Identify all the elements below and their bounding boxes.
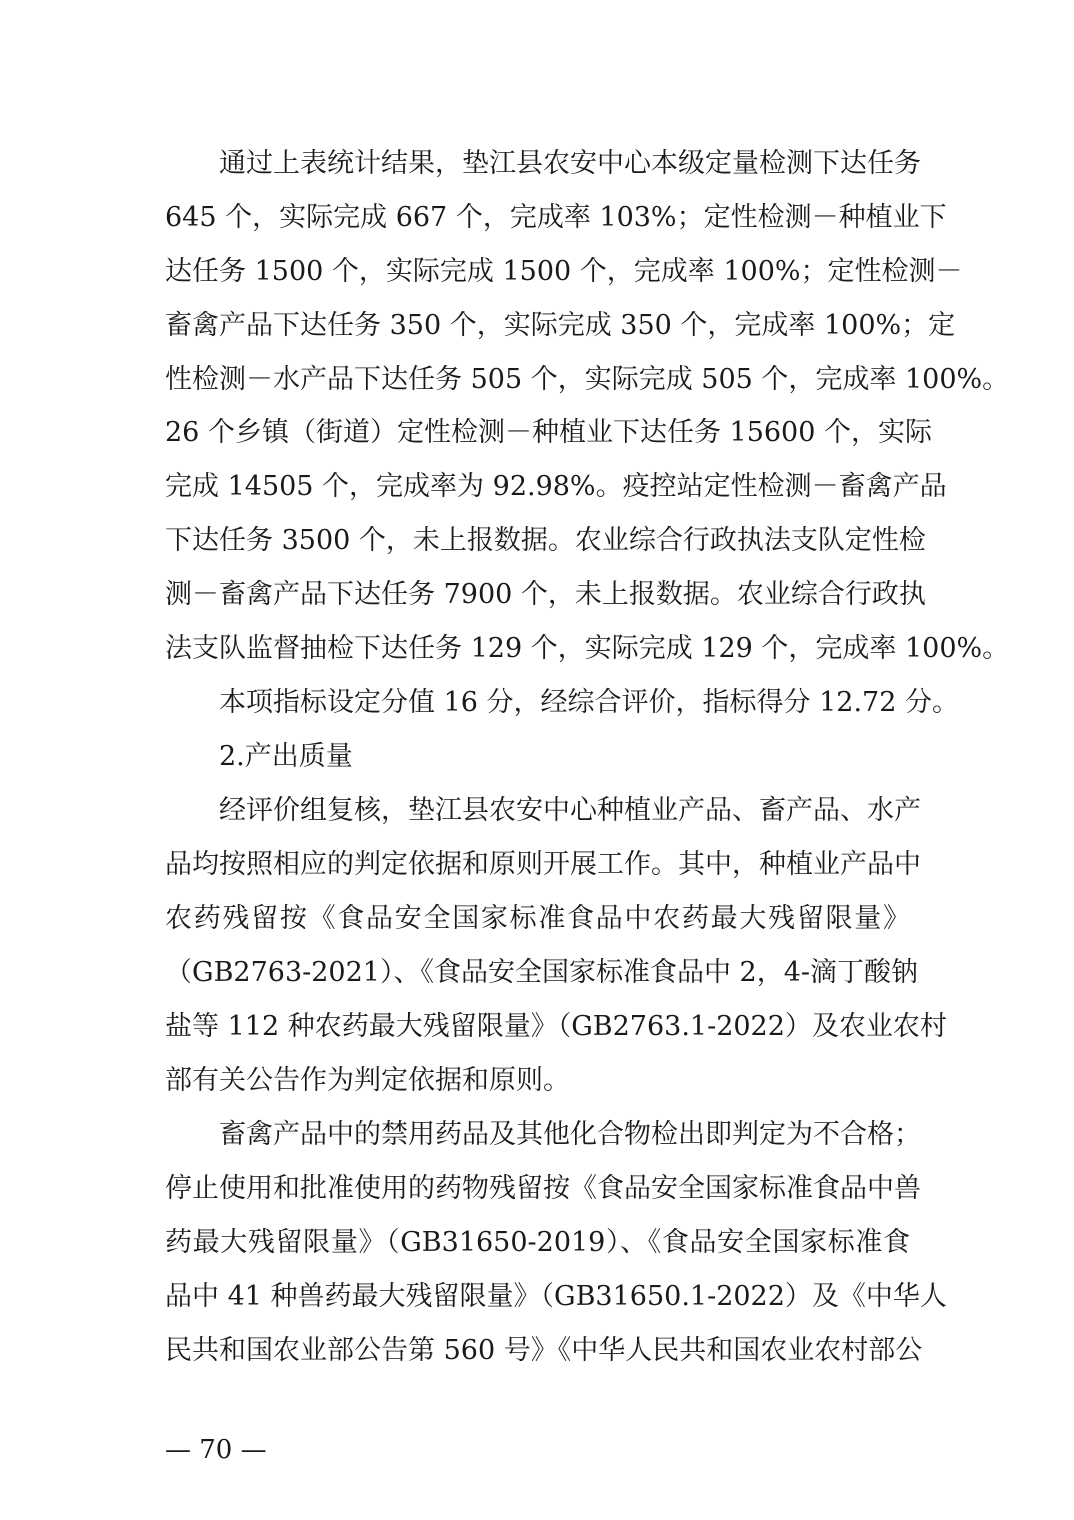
text-line: 本项指标设定分值 16 分，经综合评价，指标得分 12.72 分。 bbox=[219, 687, 959, 718]
text-line: 品中 41 种兽药最大残留限量》（GB31650.1-2022）及《中华人 bbox=[165, 1281, 947, 1312]
text-line: 品均按照相应的判定依据和原则开展工作。其中，种植业产品中 bbox=[165, 849, 921, 880]
section-heading: 2.产出质量 bbox=[219, 741, 353, 772]
text-line: （GB2763-2021）、《食品安全国家标准食品中 2，4-滴丁酸钠 bbox=[165, 957, 919, 988]
page-number: — 70 — bbox=[165, 1435, 267, 1465]
text-line: 部有关公告作为判定依据和原则。 bbox=[165, 1065, 570, 1096]
text-line: 法支队监督抽检下达任务 129 个，实际完成 129 个，完成率 100%。 bbox=[165, 633, 1010, 664]
text-line: 盐等 112 种农药最大残留限量》（GB2763.1-2022）及农业农村 bbox=[165, 1011, 947, 1042]
text-line: 农药残留按《食品安全国家标准食品中农药最大残留限量》 bbox=[165, 903, 910, 934]
text-line: 完成 14505 个，完成率为 92.98%。疫控站定性检测－畜禽产品 bbox=[165, 471, 947, 502]
text-line: 26 个乡镇（街道）定性检测－种植业下达任务 15600 个，实际 bbox=[165, 417, 932, 448]
text-line: 停止使用和批准使用的药物残留按《食品安全国家标准食品中兽 bbox=[165, 1173, 921, 1204]
text-line: 经评价组复核，垫江县农安中心种植业产品、畜产品、水产 bbox=[219, 795, 921, 826]
text-line: 药最大残留限量》（GB31650-2019）、《食品安全国家标准食 bbox=[165, 1227, 910, 1258]
text-line: 测－畜禽产品下达任务 7900 个，未上报数据。农业综合行政执 bbox=[165, 579, 926, 610]
text-line: 民共和国农业部公告第 560 号》《中华人民共和国农业农村部公 bbox=[165, 1335, 923, 1366]
text-line: 畜禽产品下达任务 350 个，实际完成 350 个，完成率 100%；定 bbox=[165, 310, 956, 341]
text-line: 通过上表统计结果，垫江县农安中心本级定量检测下达任务 bbox=[219, 148, 921, 179]
text-line: 达任务 1500 个，实际完成 1500 个，完成率 100%；定性检测－ bbox=[165, 256, 963, 287]
text-line: 畜禽产品中的禁用药品及其他化合物检出即判定为不合格； bbox=[219, 1119, 921, 1150]
text-line: 下达任务 3500 个，未上报数据。农业综合行政执法支队定性检 bbox=[165, 525, 926, 556]
text-line: 645 个，实际完成 667 个，完成率 103%；定性检测－种植业下 bbox=[165, 202, 947, 233]
text-line: 性检测－水产品下达任务 505 个，实际完成 505 个，完成率 100%。 bbox=[165, 364, 1010, 395]
